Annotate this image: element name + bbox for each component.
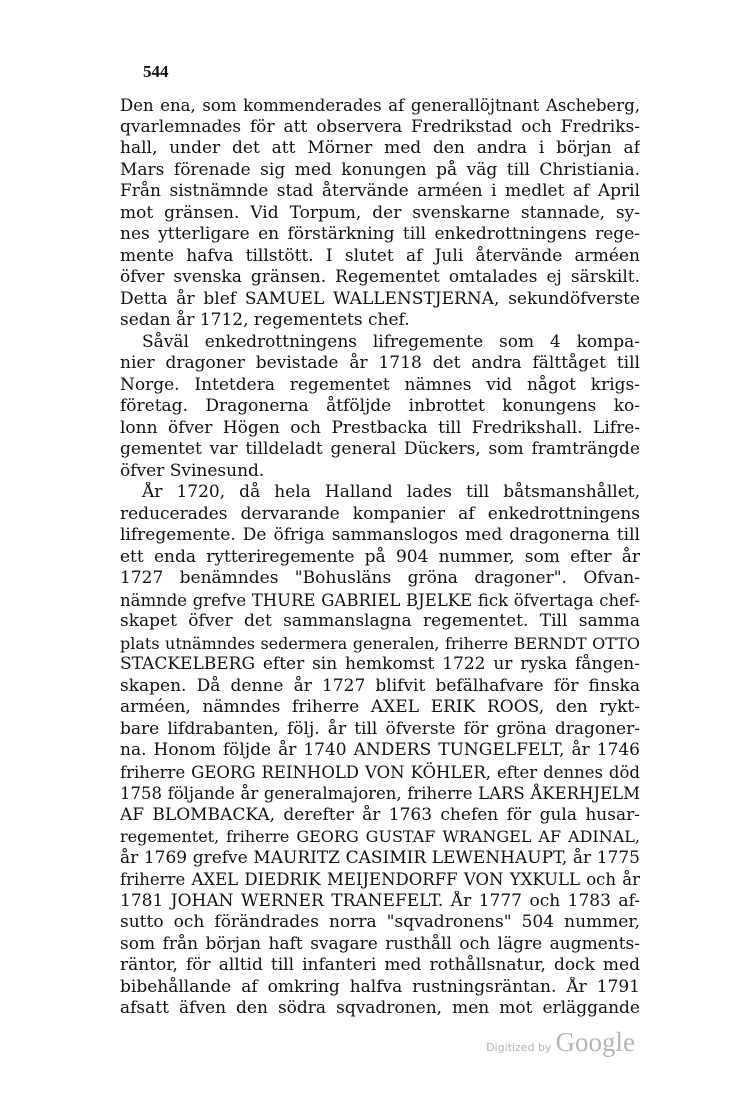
body-text <box>120 95 640 1020</box>
text-line: afsatt äfven den södra sqvadronen, men mot erläggande <box>120 998 640 1018</box>
text-line: Mars förenade sig med konungen på väg till Christiania. <box>120 159 640 180</box>
text-line: lonn öfver Högen och Prestbacka till Fredrikshall. Lifre- <box>120 417 640 438</box>
text-line: nes ytterligare en förstärkning till enkedrottningens rege- <box>120 224 640 244</box>
text-line: lifregemente. De öfriga sammanslogos med dragonerna till <box>120 525 640 545</box>
text-line: Den ena, som kommenderades af generallöjtnant Ascheberg, <box>120 96 640 115</box>
text-line: öfver svenska gränsen. Regementet omtalades ej särskilt. <box>120 267 640 287</box>
digitized-watermark <box>486 1027 635 1058</box>
text-line: friherre GEORG REINHOLD VON KÖHLER, efter dennes död <box>120 762 640 782</box>
text-line: arméen, nämndes friherre AXEL ERIK ROOS, den rykt- <box>120 697 640 717</box>
text-line: regementet, friherre GEORG GUSTAF WRANGEL AF ADINAL, <box>120 827 640 846</box>
text-line: nier dragoner bevistade år 1718 det andra fälttåget till <box>120 353 640 373</box>
text-line: Från sistnämnde stad återvände arméen i medlet af April <box>120 181 640 201</box>
text-line: qvarlemnades för att observera Fredrikstad och Fredriks- <box>120 116 640 137</box>
text-line: År 1720, då hela Halland lades till båtsmanshållet, <box>142 482 640 502</box>
text-line: nämnde grefve THURE GABRIEL BJELKE fick öfvertaga chef- <box>120 590 640 610</box>
text-line: år 1769 grefve MAURITZ CASIMIR LEWENHAUPT, år 1775 <box>120 847 640 868</box>
text-line: företag. Dragonerna åtföljde inbrottet konungens ko- <box>120 396 640 416</box>
text-line: ett enda rytteriregemente på 904 nummer, som efter år <box>120 546 640 567</box>
text-line: mente hafva tillstött. I slutet af Juli återvände arméen <box>120 245 640 266</box>
text-line: skapet öfver det sammanslagna regementet. Till samma <box>120 611 640 631</box>
text-line: 1758 följande år generalmajoren, friherre LARS ÅKERHJELM <box>120 784 640 803</box>
text-line: Såväl enkedrottningens lifregemente som 4 kompa- <box>142 331 640 352</box>
text-line: gementet var tilldeladt general Dückers, som framträngde <box>120 439 640 459</box>
text-line: reducerades dervarande kompanier af enkedrottningens <box>120 503 640 524</box>
text-line: räntor, för alltid till infanteri med rothållsnatur, dock med <box>120 955 640 975</box>
text-line: 1781 JOHAN WERNER TRANEFELT. År 1777 och 1783 af- <box>120 890 640 911</box>
text-line: öfver Svinesund. <box>120 460 265 481</box>
text-line: Detta år blef SAMUEL WALLENSTJERNA, sekundöfverste <box>120 288 640 309</box>
page-number: 544 <box>143 62 169 81</box>
text-line: skapen. Då denne år 1727 blifvit befälhafvare för finska <box>120 675 640 696</box>
text-line: hall, under det att Mörner med den andra i början af <box>120 138 640 158</box>
watermark-prefix: Digitized by <box>486 1041 552 1054</box>
text-line: plats utnämndes sedermera generalen, friherre BERNDT OTTO <box>120 633 640 653</box>
google-logo: Google <box>555 1027 635 1057</box>
text-line: som från början haft svagare rusthåll och lägre augments- <box>120 933 640 954</box>
text-line: STACKELBERG efter sin hemkomst 1722 ur ryska fången- <box>120 654 640 674</box>
text-line: na. Honom följde år 1740 ANDERS TUNGELFELT, år 1746 <box>120 740 640 760</box>
text-line: AF BLOMBACKA, derefter år 1763 chefen för gula husar- <box>120 804 640 825</box>
text-line: sutto och förändrades norra "sqvadronens" 504 nummer, <box>120 912 640 932</box>
text-line: sedan år 1712, regementets chef. <box>120 310 410 330</box>
text-line: bibehållande af omkring halfva rustningsräntan. År 1791 <box>120 976 640 997</box>
text-line: bare lifdrabanten, följ. år till öfverste för gröna dragoner- <box>120 718 640 739</box>
text-line: friherre AXEL DIEDRIK MEIJENDORFF VON YXKULL och år <box>120 870 640 889</box>
text-line: Norge. Intetdera regementet nämnes vid något krigs- <box>120 374 640 395</box>
text-line: 1727 benämndes "Bohusläns gröna dragoner". Ofvan- <box>120 568 640 588</box>
text-line: mot gränsen. Vid Torpum, der svenskarne stannade, sy- <box>120 202 640 223</box>
